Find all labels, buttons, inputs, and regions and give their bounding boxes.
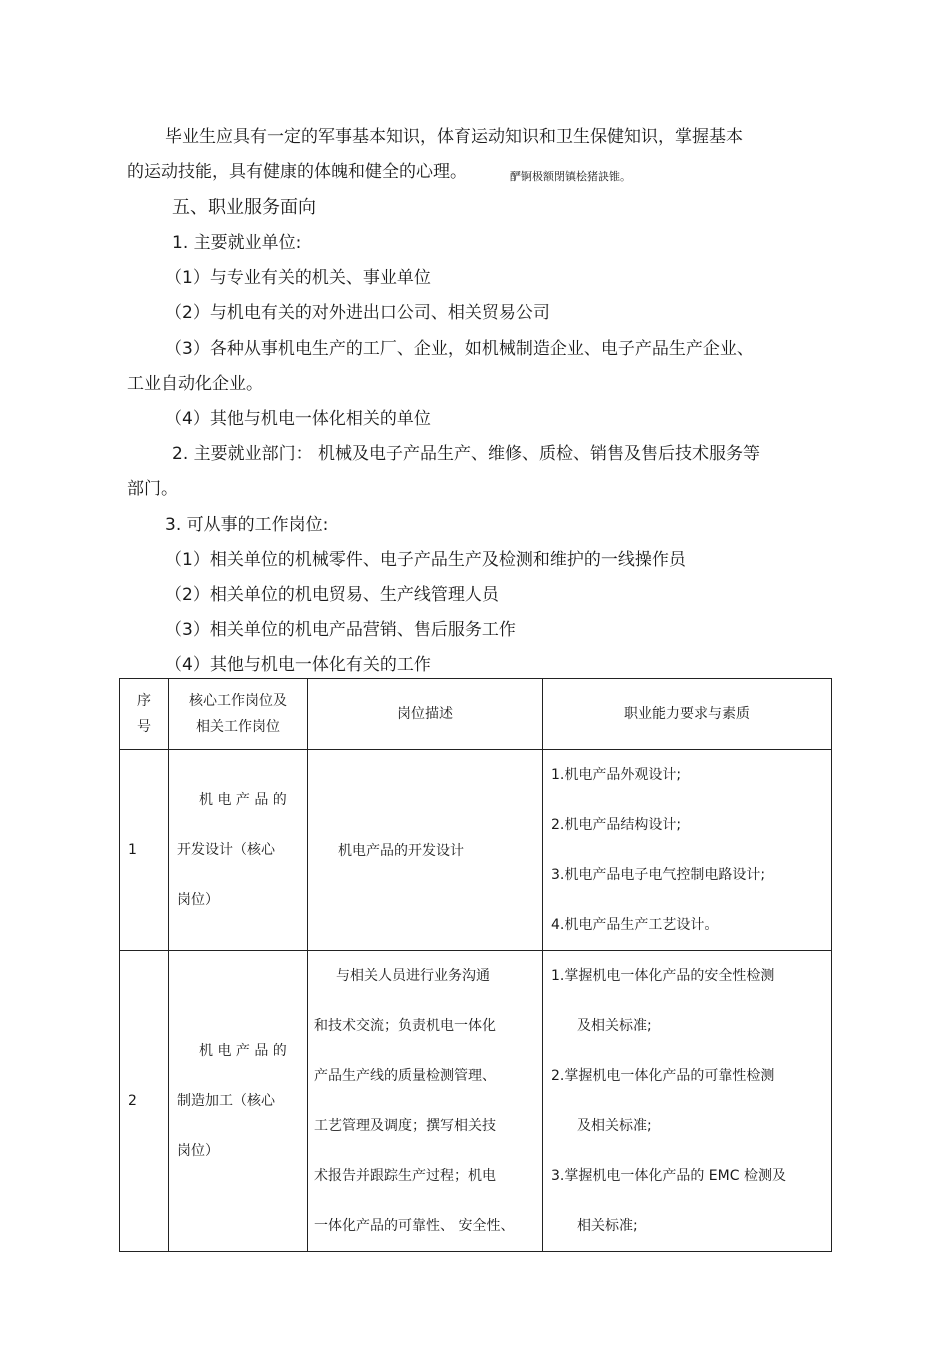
list-item-continued: 工业自动化企业。 — [127, 374, 263, 394]
job-position-table — [119, 678, 832, 1252]
header-job — [169, 679, 308, 750]
cell-line: 机 电 产 品 的 — [199, 1043, 287, 1059]
cell-line: 2.机电产品结构设计; — [551, 817, 682, 833]
row-requirements — [543, 951, 832, 1252]
section-title: 五、职业服务面向 — [172, 197, 316, 218]
list-item: （1）相关单位的机械零件、电子产品生产及检测和维护的一线操作员 — [165, 550, 686, 570]
cell-line: 4.机电产品生产工艺设计。 — [551, 917, 719, 933]
paragraph-line: 毕业生应具有一定的军事基本知识，体育运动知识和卫生保健知识，掌握基本 — [165, 127, 743, 147]
cell-line: 机 电 产 品 的 — [199, 792, 287, 808]
list-item: 2. 主要就业部门： 机械及电子产品生产、维修、质检、销售及售后技术服务等 — [172, 444, 761, 464]
cell-line: 岗位） — [177, 1143, 219, 1159]
cell-line: 3.机电产品电子电气控制电路设计; — [551, 867, 766, 883]
cell-line: 产品生产线的质量检测管理、 — [314, 1068, 496, 1084]
cell-line: 和技术交流；负责机电一体化 — [314, 1018, 496, 1034]
list-item: 3. 可从事的工作岗位: — [165, 515, 329, 535]
cell-line: 术报告并跟踪生产过程；机电 — [314, 1168, 496, 1184]
row-index: 2 — [120, 951, 169, 1252]
list-item: （3）相关单位的机电产品营销、售后服务工作 — [165, 620, 516, 640]
cell-line: 3.掌握机电一体化产品的 EMC 检测及 — [551, 1168, 786, 1184]
list-item: （4）其他与机电一体化有关的工作 — [165, 655, 431, 675]
list-item: （4）其他与机电一体化相关的单位 — [165, 409, 431, 429]
cell-line: 1.机电产品外观设计; — [551, 767, 682, 783]
list-item: （2）与机电有关的对外进出口公司、相关贸易公司 — [165, 303, 550, 323]
row-job — [169, 750, 308, 951]
list-item-continued: 部门。 — [127, 479, 178, 499]
header-text: 序 — [137, 693, 151, 709]
row-index: 1 — [120, 750, 169, 951]
inline-note: 酽锕极额閉镇桧猪訣锥。 — [510, 170, 631, 183]
cell-line: 及相关标准; — [577, 1018, 652, 1034]
cell-line: 2.掌握机电一体化产品的可靠性检测 — [551, 1068, 775, 1084]
row-job — [169, 951, 308, 1252]
list-item: （1）与专业有关的机关、事业单位 — [165, 268, 431, 288]
list-item: 1. 主要就业单位: — [172, 233, 302, 253]
cell-line: 岗位） — [177, 892, 219, 908]
cell-line: 一体化产品的可靠性、 安全性、 — [314, 1218, 515, 1234]
table-header-row — [120, 679, 832, 750]
header-text: 核心工作岗位及 — [189, 693, 287, 709]
row-description: 机电产品的开发设计 — [308, 750, 543, 951]
cell-line: 及相关标准; — [577, 1118, 652, 1134]
header-index — [120, 679, 169, 750]
cell-line: 制造加工（核心 — [177, 1093, 275, 1109]
list-item: （3）各种从事机电生产的工厂、企业，如机械制造企业、电子产品生产企业、 — [165, 339, 754, 359]
table-row — [120, 750, 832, 951]
row-description — [308, 951, 543, 1252]
cell-line: 1.掌握机电一体化产品的安全性检测 — [551, 968, 775, 984]
cell-line: 工艺管理及调度；撰写相关技 — [314, 1118, 496, 1134]
header-requirements: 职业能力要求与素质 — [543, 679, 832, 750]
paragraph-line: 的运动技能，具有健康的体魄和健全的心理。 — [127, 162, 467, 182]
table-row — [120, 951, 832, 1252]
header-description: 岗位描述 — [308, 679, 543, 750]
cell-line: 相关标准; — [577, 1218, 638, 1234]
cell-line: 开发设计（核心 — [177, 842, 275, 858]
header-text: 相关工作岗位 — [196, 719, 280, 735]
list-item: （2）相关单位的机电贸易、生产线管理人员 — [165, 585, 499, 605]
row-requirements — [543, 750, 832, 951]
header-text: 号 — [137, 719, 151, 735]
cell-line: 与相关人员进行业务沟通 — [336, 968, 490, 984]
